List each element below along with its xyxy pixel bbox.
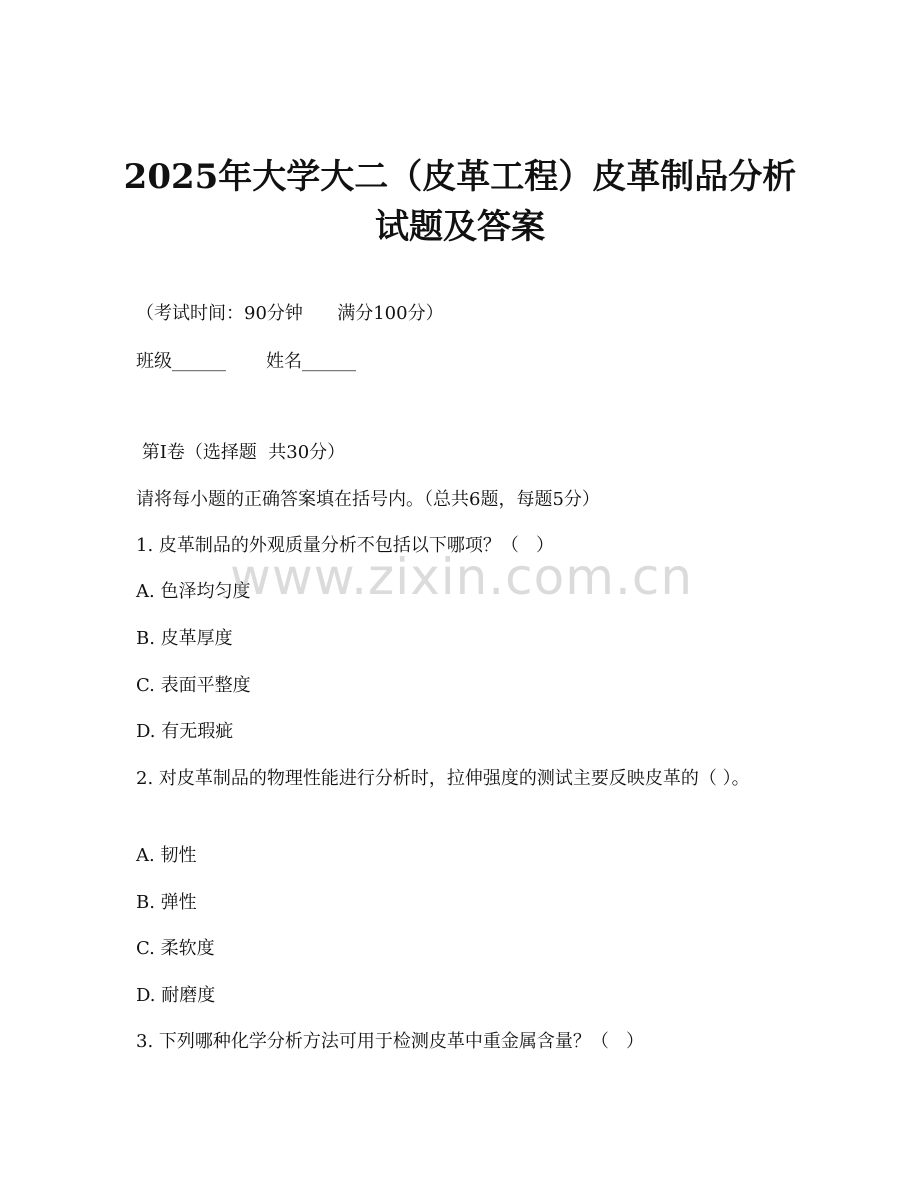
question-1-option-d: D. 有无瑕疵	[136, 721, 234, 742]
question-2-stem: 2. 对皮革制品的物理性能进行分析时，拉伸强度的测试主要反映皮革的（ ）。	[136, 768, 750, 789]
exam-info: （考试时间：90分钟 满分100分）	[136, 303, 444, 324]
question-1-stem: 1. 皮革制品的外观质量分析不包括以下哪项？（ ）	[136, 535, 555, 556]
section-header: 第Ⅰ卷（选择题 共30分）	[136, 442, 346, 463]
class-name-fields: 班级______ 姓名______	[136, 351, 357, 372]
question-1-option-a: A. 色泽均匀度	[136, 581, 251, 602]
question-2-option-c: C. 柔软度	[136, 938, 215, 959]
question-2-option-a: A. 韧性	[136, 845, 197, 866]
question-3-stem: 3. 下列哪种化学分析方法可用于检测皮革中重金属含量？（ ）	[136, 1031, 645, 1052]
instruction-text: 请将每小题的正确答案填在括号内。（总共6题，每题5分）	[136, 489, 600, 510]
question-1-option-b: B. 皮革厚度	[136, 628, 233, 649]
question-2-option-b: B. 弹性	[136, 892, 197, 913]
watermark: www.zixin.com.cn	[230, 548, 694, 606]
question-2-option-d: D. 耐磨度	[136, 985, 216, 1006]
document-title-line-1: 2025年大学大二（皮革工程）皮革制品分析	[123, 157, 797, 197]
document-title-line-2: 试题及答案	[375, 207, 545, 247]
question-1-option-c: C. 表面平整度	[136, 675, 251, 696]
